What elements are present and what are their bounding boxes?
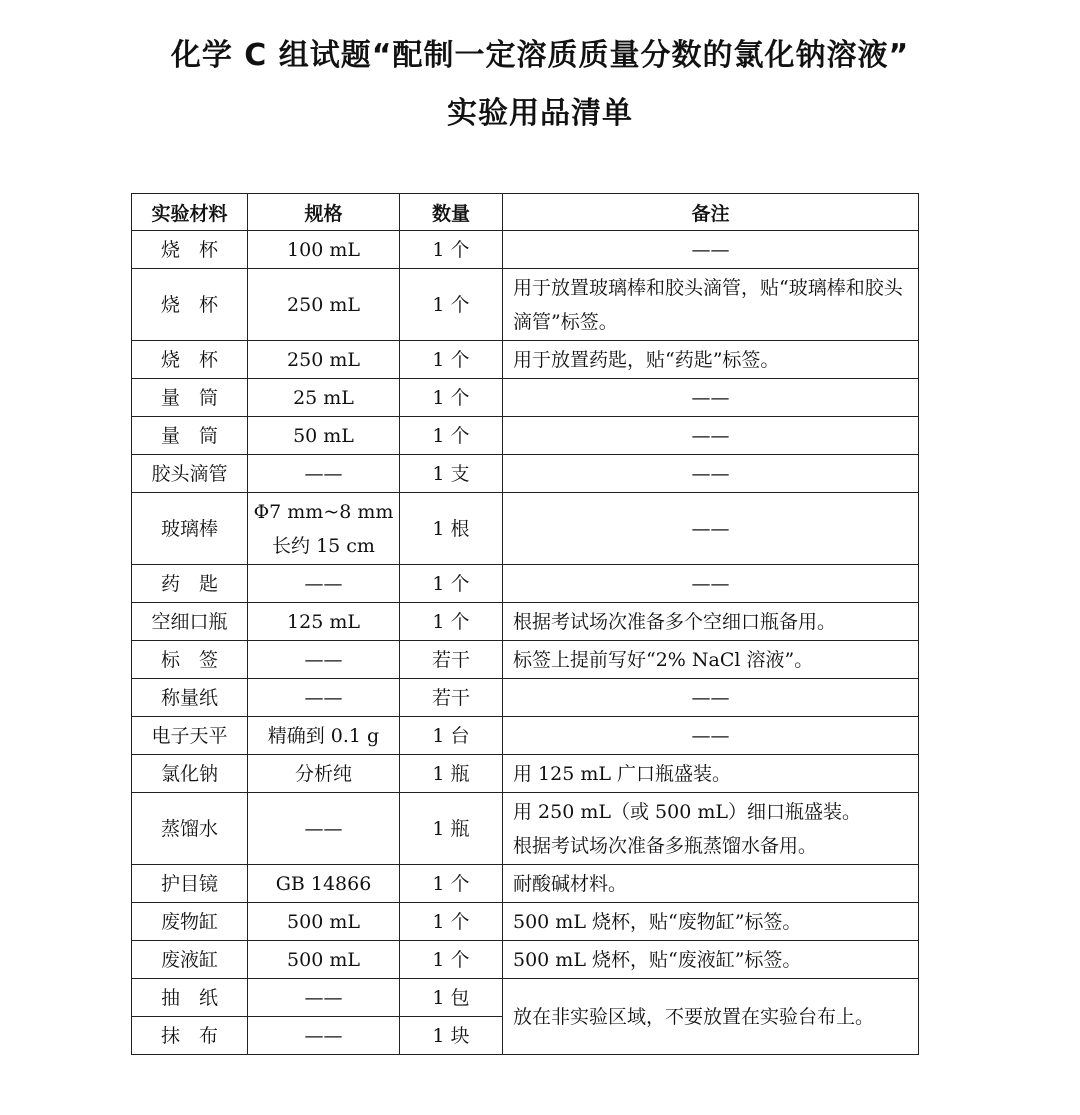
spec-cell: ——: [248, 1017, 400, 1055]
note-cell: ——: [503, 455, 919, 493]
table-row: [132, 865, 919, 903]
table-row: [132, 679, 919, 717]
note-cell: 根据考试场次准备多个空细口瓶备用。: [503, 603, 919, 641]
material-cell: 蒸馏水: [132, 793, 248, 865]
quantity-cell: 1 瓶: [400, 755, 503, 793]
table-row: [132, 341, 919, 379]
spec-cell: ——: [248, 679, 400, 717]
table-row: [132, 493, 919, 565]
note-cell: 用于放置药匙，贴“药匙”标签。: [503, 341, 919, 379]
spec-cell: ——: [248, 565, 400, 603]
spec-cell: 25 mL: [248, 379, 400, 417]
note-cell: 用于放置玻璃棒和胶头滴管，贴“玻璃棒和胶头滴管”标签。: [503, 269, 919, 341]
material-cell: 烧 杯: [132, 341, 248, 379]
material-cell: 抹 布: [132, 1017, 248, 1055]
header-material: 实验材料: [132, 194, 248, 231]
quantity-cell: 1 个: [400, 269, 503, 341]
header-quantity: 数量: [400, 194, 503, 231]
spec-line: 长约 15 cm: [272, 534, 375, 557]
note-cell: ——: [503, 417, 919, 455]
note-cell: ——: [503, 565, 919, 603]
spec-cell: 125 mL: [248, 603, 400, 641]
spec-cell: ——: [248, 979, 400, 1017]
note-cell: 标签上提前写好“2% NaCl 溶液”。: [503, 641, 919, 679]
quantity-cell: 1 个: [400, 603, 503, 641]
material-cell: 量 筒: [132, 379, 248, 417]
spec-cell: ——: [248, 455, 400, 493]
spec-cell: ——: [248, 641, 400, 679]
table-row: [132, 603, 919, 641]
note-cell: ——: [503, 493, 919, 565]
quantity-cell: 1 台: [400, 717, 503, 755]
material-cell: 称量纸: [132, 679, 248, 717]
material-cell: 烧 杯: [132, 231, 248, 269]
table-row: [132, 455, 919, 493]
material-cell: 废液缸: [132, 941, 248, 979]
quantity-cell: 1 个: [400, 941, 503, 979]
spec-cell: 100 mL: [248, 231, 400, 269]
table-row: [132, 717, 919, 755]
note-line: 根据考试场次准备多瓶蒸馏水备用。: [513, 834, 818, 857]
table-row: [132, 565, 919, 603]
note-cell: ——: [503, 379, 919, 417]
quantity-cell: 1 个: [400, 903, 503, 941]
quantity-cell: 若干: [400, 679, 503, 717]
note-cell: ——: [503, 679, 919, 717]
material-cell: 标 签: [132, 641, 248, 679]
note-cell: 500 mL 烧杯，贴“废物缸”标签。: [503, 903, 919, 941]
note-cell: ——: [503, 231, 919, 269]
note-cell: 耐酸碱材料。: [503, 865, 919, 903]
table-row: [132, 793, 919, 865]
note-line: 用 250 mL（或 500 mL）细口瓶盛装。: [513, 800, 861, 823]
equipment-table: [131, 193, 919, 1055]
quantity-cell: 若干: [400, 641, 503, 679]
material-cell: 药 匙: [132, 565, 248, 603]
note-cell: ——: [503, 717, 919, 755]
material-cell: 废物缸: [132, 903, 248, 941]
table-row: [132, 979, 919, 1017]
table-row: [132, 417, 919, 455]
material-cell: 护目镜: [132, 865, 248, 903]
material-cell: 烧 杯: [132, 269, 248, 341]
document-subtitle: 实验用品清单: [447, 96, 633, 131]
note-cell: [503, 793, 919, 865]
spec-cell: GB 14866: [248, 865, 400, 903]
quantity-cell: 1 个: [400, 341, 503, 379]
quantity-cell: 1 个: [400, 231, 503, 269]
spec-cell: 精确到 0.1 g: [248, 717, 400, 755]
spec-cell: 500 mL: [248, 941, 400, 979]
material-cell: 电子天平: [132, 717, 248, 755]
table-row: [132, 641, 919, 679]
spec-line: Φ7 mm~8 mm: [253, 500, 394, 523]
spec-cell: 500 mL: [248, 903, 400, 941]
quantity-cell: 1 个: [400, 379, 503, 417]
material-cell: 氯化钠: [132, 755, 248, 793]
material-cell: 抽 纸: [132, 979, 248, 1017]
table-row: [132, 903, 919, 941]
spec-cell: 分析纯: [248, 755, 400, 793]
table-row: [132, 941, 919, 979]
table-row: [132, 231, 919, 269]
quantity-cell: 1 个: [400, 565, 503, 603]
quantity-cell: 1 包: [400, 979, 503, 1017]
quantity-cell: 1 瓶: [400, 793, 503, 865]
document-title: 化学 C 组试题“配制一定溶质质量分数的氯化钠溶液”: [170, 38, 910, 73]
material-cell: 空细口瓶: [132, 603, 248, 641]
spec-cell: 50 mL: [248, 417, 400, 455]
spec-cell: ——: [248, 793, 400, 865]
quantity-cell: 1 支: [400, 455, 503, 493]
quantity-cell: 1 根: [400, 493, 503, 565]
quantity-cell: 1 块: [400, 1017, 503, 1055]
table-header-row: [132, 194, 919, 231]
material-cell: 玻璃棒: [132, 493, 248, 565]
quantity-cell: 1 个: [400, 865, 503, 903]
spec-cell: [248, 493, 400, 565]
material-cell: 胶头滴管: [132, 455, 248, 493]
spec-cell: 250 mL: [248, 269, 400, 341]
note-cell: 500 mL 烧杯，贴“废液缸”标签。: [503, 941, 919, 979]
note-cell: 用 125 mL 广口瓶盛装。: [503, 755, 919, 793]
table-row: [132, 269, 919, 341]
spec-cell: 250 mL: [248, 341, 400, 379]
header-note: 备注: [503, 194, 919, 231]
note-cell: 放在非实验区域，不要放置在实验台布上。: [503, 979, 919, 1055]
quantity-cell: 1 个: [400, 417, 503, 455]
header-spec: 规格: [248, 194, 400, 231]
material-cell: 量 筒: [132, 417, 248, 455]
table-row: [132, 755, 919, 793]
table-row: [132, 379, 919, 417]
